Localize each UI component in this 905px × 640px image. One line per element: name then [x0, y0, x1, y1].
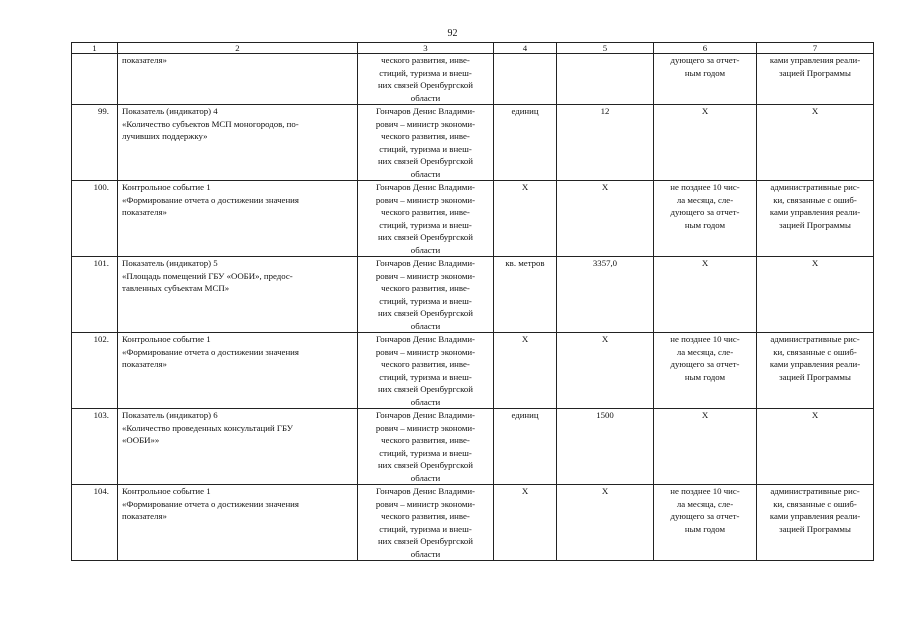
cell-line: Контрольное событие 1 — [122, 182, 211, 192]
responsible-person-cell — [358, 54, 494, 105]
cell-line: не позднее 10 чис- — [670, 334, 740, 344]
cell-line: дующего за отчет- — [670, 359, 740, 369]
cell-line: административные рис- — [770, 334, 860, 344]
cell-line: «Формирование отчета о достижении значения — [122, 194, 299, 205]
deadline-cell — [654, 333, 757, 409]
cell-line: стиций, туризма и внеш- — [379, 523, 472, 534]
cell-line: ческого развития, инве- — [381, 283, 470, 293]
cell-line: дующего за отчет- — [670, 207, 740, 217]
cell-line: зацией Программы — [779, 523, 851, 534]
cell-line: них связей Оренбургской — [377, 460, 474, 470]
cell-line: области — [410, 320, 441, 331]
risks-cell — [757, 54, 874, 105]
column-header: 7 — [757, 43, 874, 54]
description-cell — [118, 409, 358, 485]
value-cell: Х — [557, 333, 654, 409]
cell-line: области — [410, 472, 441, 483]
cell-line: ческого развития, инве- — [381, 207, 470, 217]
responsible-person-cell — [358, 409, 494, 485]
cell-line: области — [410, 168, 441, 179]
cell-line: ным годом — [684, 219, 726, 230]
cell-line: ками управления реали- — [769, 359, 861, 369]
cell-line: ческого развития, инве- — [381, 131, 470, 141]
column-header: 4 — [494, 43, 557, 54]
cell-line: стиций, туризма и внеш- — [379, 295, 472, 306]
column-header: 6 — [654, 43, 757, 54]
row-number-cell: 104. — [72, 485, 118, 561]
cell-line: Х — [701, 258, 709, 268]
deadline-cell — [654, 105, 757, 181]
unit-cell: кв. метров — [494, 257, 557, 333]
cell-line: лучивших поддержку» — [122, 131, 208, 141]
unit-cell: единиц — [494, 409, 557, 485]
value-cell: 3357,0 — [557, 257, 654, 333]
cell-line: «Формирование отчета о достижении значения — [122, 498, 299, 509]
value-cell: 12 — [557, 105, 654, 181]
column-header: 5 — [557, 43, 654, 54]
cell-line: Х — [811, 410, 819, 420]
unit-cell — [494, 54, 557, 105]
cell-line: них связей Оренбургской — [377, 308, 474, 318]
cell-line: Показатель (индикатор) 6 — [122, 410, 218, 420]
deadline-cell — [654, 54, 757, 105]
responsible-person-cell — [358, 333, 494, 409]
cell-line: зацией Программы — [779, 371, 851, 382]
table-row — [72, 105, 874, 181]
cell-line: не позднее 10 чис- — [670, 486, 740, 496]
cell-line: административные рис- — [770, 486, 860, 496]
cell-line: области — [410, 244, 441, 255]
cell-line: ла месяца, сле- — [676, 346, 734, 357]
cell-line: рович – министр экономи- — [375, 498, 476, 509]
cell-line: ческого развития, инве- — [381, 359, 470, 369]
cell-line: ла месяца, сле- — [676, 498, 734, 509]
risks-cell — [757, 105, 874, 181]
cell-line: них связей Оренбургской — [377, 80, 474, 90]
cell-line: ческого развития, инве- — [381, 511, 470, 521]
cell-line: Х — [811, 106, 819, 116]
description-cell — [118, 485, 358, 561]
unit-cell: Х — [494, 181, 557, 257]
value-cell — [557, 54, 654, 105]
cell-line: них связей Оренбургской — [377, 384, 474, 394]
table-row — [72, 409, 874, 485]
row-number-cell: 102. — [72, 333, 118, 409]
cell-line: рович – министр экономи- — [375, 118, 476, 129]
cell-line: области — [410, 548, 441, 559]
description-cell — [118, 257, 358, 333]
description-cell — [118, 181, 358, 257]
cell-line: ки, связанные с ошиб- — [773, 498, 857, 509]
column-number-header-row — [72, 43, 874, 54]
cell-line: стиций, туризма и внеш- — [379, 371, 472, 382]
cell-line: них связей Оренбургской — [377, 232, 474, 242]
program-indicators-table — [71, 42, 874, 561]
cell-line: показателя» — [122, 55, 167, 65]
cell-line: Контрольное событие 1 — [122, 334, 211, 344]
cell-line: ками управления реали- — [769, 511, 861, 521]
cell-line: области — [410, 92, 441, 103]
cell-line: них связей Оренбургской — [377, 156, 474, 166]
cell-line: «Количество субъектов МСП моногородов, по- — [122, 118, 299, 129]
cell-line: административные рис- — [770, 182, 860, 192]
cell-line: стиций, туризма и внеш- — [379, 143, 472, 154]
cell-line: Х — [811, 258, 819, 268]
column-header: 1 — [72, 43, 118, 54]
cell-line: «ООБИ»» — [122, 435, 160, 445]
cell-line: Гончаров Денис Владими- — [376, 486, 475, 496]
table-row — [72, 54, 874, 105]
row-number-cell — [72, 54, 118, 105]
responsible-person-cell — [358, 105, 494, 181]
cell-line: «Площадь помещений ГБУ «ООБИ», предос- — [122, 270, 293, 281]
cell-line: области — [410, 396, 441, 407]
cell-line: Х — [701, 410, 709, 420]
value-cell: Х — [557, 181, 654, 257]
cell-line: стиций, туризма и внеш- — [379, 67, 472, 78]
cell-line: «Количество проведенных консультаций ГБУ — [122, 422, 293, 433]
unit-cell: Х — [494, 333, 557, 409]
cell-line: ки, связанные с ошиб- — [773, 194, 857, 205]
cell-line: Показатель (индикатор) 4 — [122, 106, 218, 116]
row-number-cell: 99. — [72, 105, 118, 181]
cell-line: не позднее 10 чис- — [670, 182, 740, 192]
cell-line: рович – министр экономи- — [375, 346, 476, 357]
cell-line: рович – министр экономи- — [375, 270, 476, 281]
cell-line: Гончаров Денис Владими- — [376, 334, 475, 344]
cell-line: ческого развития, инве- — [381, 55, 470, 65]
cell-line: показателя» — [122, 359, 167, 369]
cell-line: рович – министр экономи- — [375, 422, 476, 433]
cell-line: тавленных субъектам МСП» — [122, 283, 230, 293]
cell-line: Контрольное событие 1 — [122, 486, 211, 496]
cell-line: ла месяца, сле- — [676, 194, 734, 205]
cell-line: Показатель (индикатор) 5 — [122, 258, 218, 268]
cell-line: ками управления реали- — [769, 55, 861, 65]
responsible-person-cell — [358, 485, 494, 561]
row-number-cell: 101. — [72, 257, 118, 333]
unit-cell: единиц — [494, 105, 557, 181]
row-number-cell: 103. — [72, 409, 118, 485]
cell-line: ки, связанные с ошиб- — [773, 346, 857, 357]
cell-line: Гончаров Денис Владими- — [376, 182, 475, 192]
cell-line: ками управления реали- — [769, 207, 861, 217]
cell-line: Гончаров Денис Владими- — [376, 258, 475, 268]
cell-line: «Формирование отчета о достижении значения — [122, 346, 299, 357]
cell-line: Гончаров Денис Владими- — [376, 410, 475, 420]
cell-line: Х — [701, 106, 709, 116]
responsible-person-cell — [358, 257, 494, 333]
cell-line: стиций, туризма и внеш- — [379, 219, 472, 230]
description-cell — [118, 333, 358, 409]
cell-line: зацией Программы — [779, 67, 851, 78]
risks-cell — [757, 333, 874, 409]
column-header: 3 — [358, 43, 494, 54]
table-row — [72, 181, 874, 257]
cell-line: зацией Программы — [779, 219, 851, 230]
description-cell — [118, 54, 358, 105]
description-cell — [118, 105, 358, 181]
risks-cell — [757, 485, 874, 561]
deadline-cell — [654, 181, 757, 257]
responsible-person-cell — [358, 181, 494, 257]
cell-line: дующего за отчет- — [670, 511, 740, 521]
cell-line: них связей Оренбургской — [377, 536, 474, 546]
cell-line: Гончаров Денис Владими- — [376, 106, 475, 116]
table-row — [72, 485, 874, 561]
risks-cell — [757, 257, 874, 333]
column-header: 2 — [118, 43, 358, 54]
page-number: 92 — [447, 28, 458, 39]
cell-line: стиций, туризма и внеш- — [379, 447, 472, 458]
table-row — [72, 257, 874, 333]
cell-line: ческого развития, инве- — [381, 435, 470, 445]
value-cell: Х — [557, 485, 654, 561]
cell-line: дующего за отчет- — [670, 55, 740, 65]
deadline-cell — [654, 485, 757, 561]
risks-cell — [757, 409, 874, 485]
table-row — [72, 333, 874, 409]
risks-cell — [757, 181, 874, 257]
cell-line: ным годом — [684, 67, 726, 78]
cell-line: ным годом — [684, 523, 726, 534]
cell-line: рович – министр экономи- — [375, 194, 476, 205]
deadline-cell — [654, 409, 757, 485]
unit-cell: Х — [494, 485, 557, 561]
value-cell: 1500 — [557, 409, 654, 485]
cell-line: показателя» — [122, 207, 167, 217]
cell-line: ным годом — [684, 371, 726, 382]
deadline-cell — [654, 257, 757, 333]
cell-line: показателя» — [122, 511, 167, 521]
row-number-cell: 100. — [72, 181, 118, 257]
